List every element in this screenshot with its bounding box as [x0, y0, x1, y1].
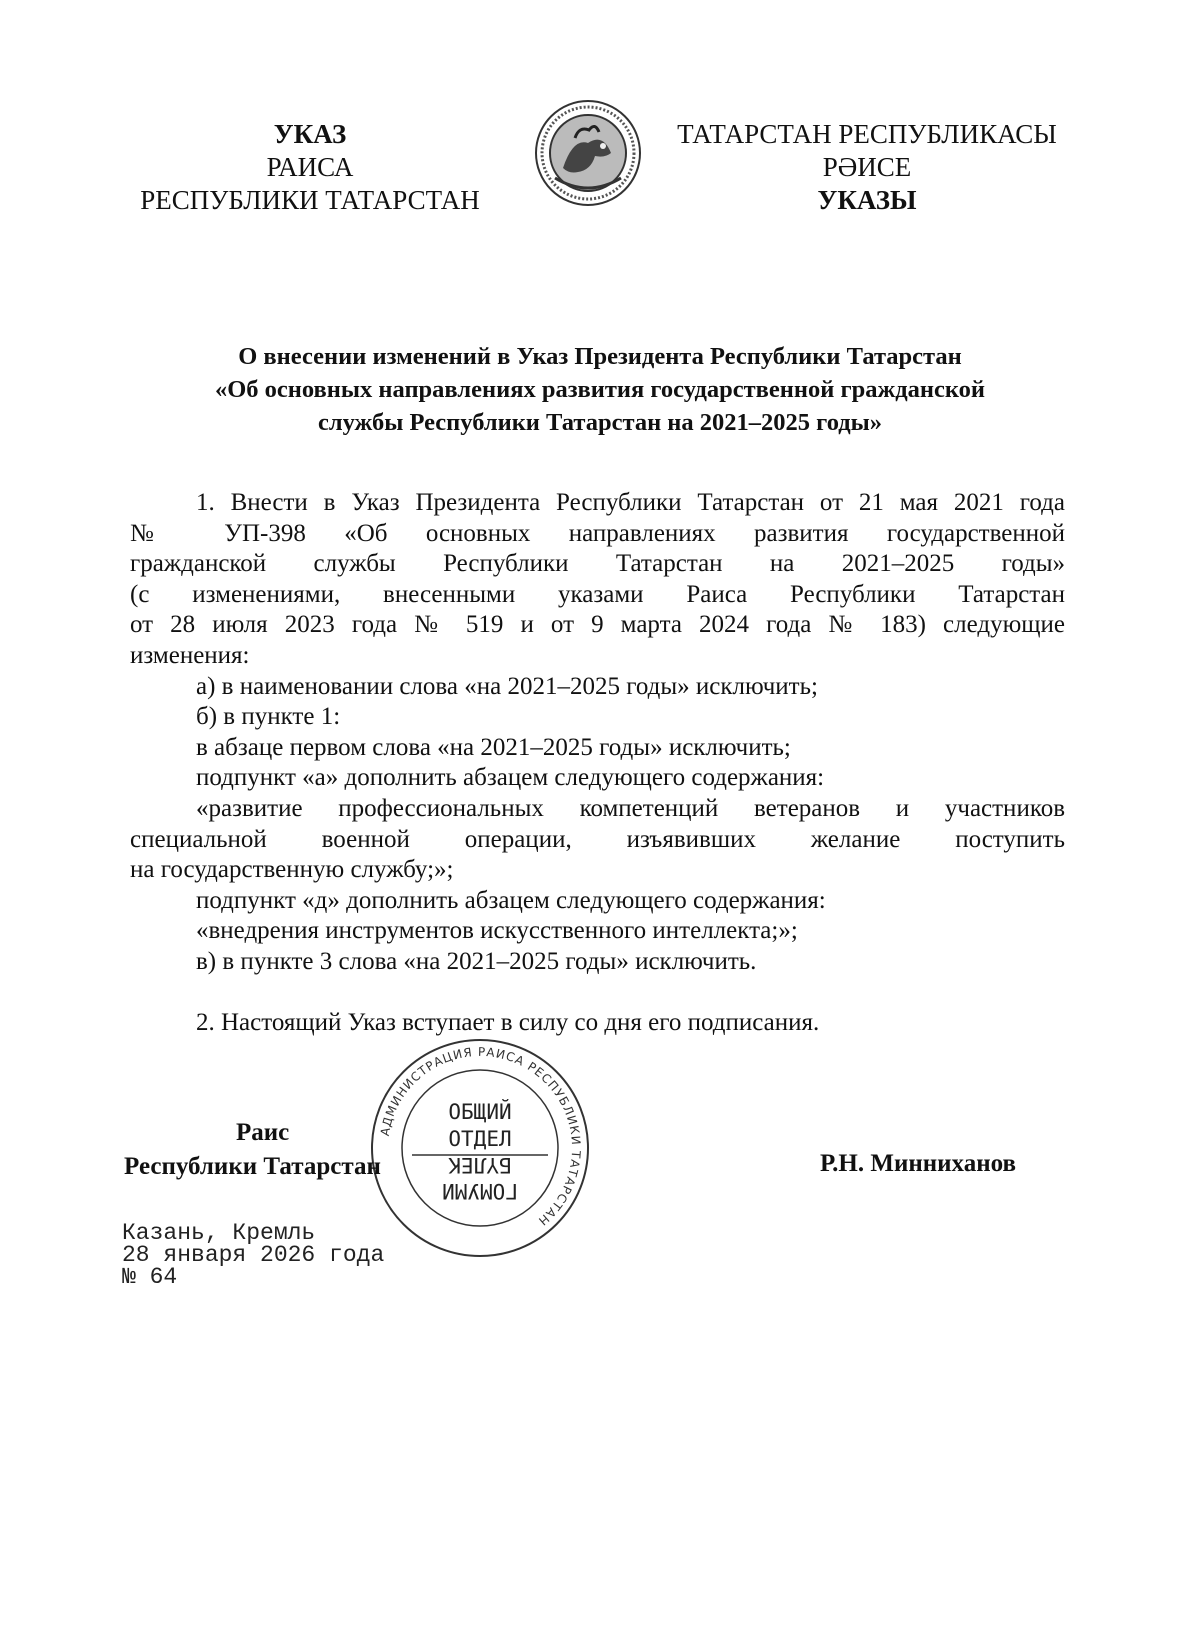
title-line: О внесении изменений в Указ Президента Республики Татарстан	[238, 343, 962, 370]
stamp-line-4: БҮЛЕК	[448, 1153, 512, 1177]
paragraph-1-line: изменения:	[130, 641, 250, 669]
stamp-line-1: ОБЩИЙ	[448, 1100, 512, 1124]
document-body	[130, 488, 1065, 1038]
paragraph-2: 2. Настоящий Указ вступает в силу со дня его подписания.	[196, 1008, 820, 1036]
header-right-line3: УКАЗЫ	[817, 185, 917, 215]
header-right	[672, 118, 1062, 217]
header-left-line3: РЕСПУБЛИКИ ТАТАРСТАН	[140, 185, 480, 215]
decree-number: № 64	[122, 1264, 178, 1290]
title-line: службы Республики Татарстан на 2021–2025 годы»	[317, 409, 883, 436]
signatory-title	[124, 1116, 381, 1184]
header-right-line1: ТАТАРСТАН РЕСПУБЛИКАСЫ	[677, 119, 1057, 149]
paragraph-1-line: от 28 июля 2023 года № 519 и от 9 марта 2024 года № 183) следующие	[130, 611, 1065, 639]
header-left-line2: РАИСА	[266, 152, 354, 182]
quote-line: «развитие профессиональных компетенций ветеранов и участников	[196, 794, 1065, 822]
quote-line: специальной военной операции, изъявивших желание поступить	[130, 825, 1065, 853]
signatory-title-line1: Раис	[236, 1119, 290, 1146]
title-line: «Об основных направлениях развития государственной гражданской	[214, 376, 986, 403]
paragraph-1-line: (с изменениями, внесенными указами Раиса Республики Татарстан	[130, 580, 1065, 608]
amendment-item: а) в наименовании слова «на 2021–2025 годы» исключить;	[196, 672, 818, 700]
paragraph-1-line: 1. Внести в Указ Президента Республики Татарстан от 21 мая 2021 года	[196, 489, 1065, 516]
amendment-item: подпункт «д» дополнить абзацем следующего содержания:	[196, 886, 826, 914]
place-date: 28 января 2026 года	[122, 1242, 385, 1268]
paragraph-1-line: № УП-398 «Об основных направлениях развития государственной	[130, 519, 1065, 547]
stamp-line-2: ОТДЕЛ	[448, 1127, 512, 1151]
office-stamp	[360, 1036, 600, 1261]
amendment-item: подпункт «а» дополнить абзацем следующего содержания:	[196, 764, 825, 792]
amendment-item: в абзаце первом слова «на 2021–2025 годы» исключить;	[196, 733, 791, 761]
header-left	[130, 118, 490, 217]
amendment-item: «внедрения инструментов искусственного интеллекта;»;	[196, 917, 798, 945]
signatory-name: Р.Н. Минниханов	[820, 1150, 1017, 1177]
document-title	[130, 340, 1070, 439]
stamp-ring-text: АДМИНИСТРАЦИЯ РАИСА РЕСПУБЛИКИ ТАТАРСТАН	[377, 1044, 584, 1229]
coat-of-arms-icon	[533, 98, 643, 208]
place-city: Казань, Кремль	[122, 1220, 316, 1246]
header-right-line2: РӘИСЕ	[822, 152, 912, 182]
amendment-item: б) в пункте 1:	[196, 703, 341, 731]
paragraph-1-line: гражданской службы Республики Татарстан на 2021–2025 годы»	[130, 550, 1065, 578]
place-and-date	[122, 1222, 384, 1288]
quote-line: на государственную службу;»;	[130, 856, 454, 884]
header-left-line1: УКАЗ	[273, 119, 347, 149]
signatory-title-line2: Республики Татарстан	[124, 1153, 381, 1180]
amendment-item: в) в пункте 3 слова «на 2021–2025 годы» исключить.	[196, 947, 757, 975]
stamp-line-3: ГОМУМИ	[442, 1179, 518, 1203]
